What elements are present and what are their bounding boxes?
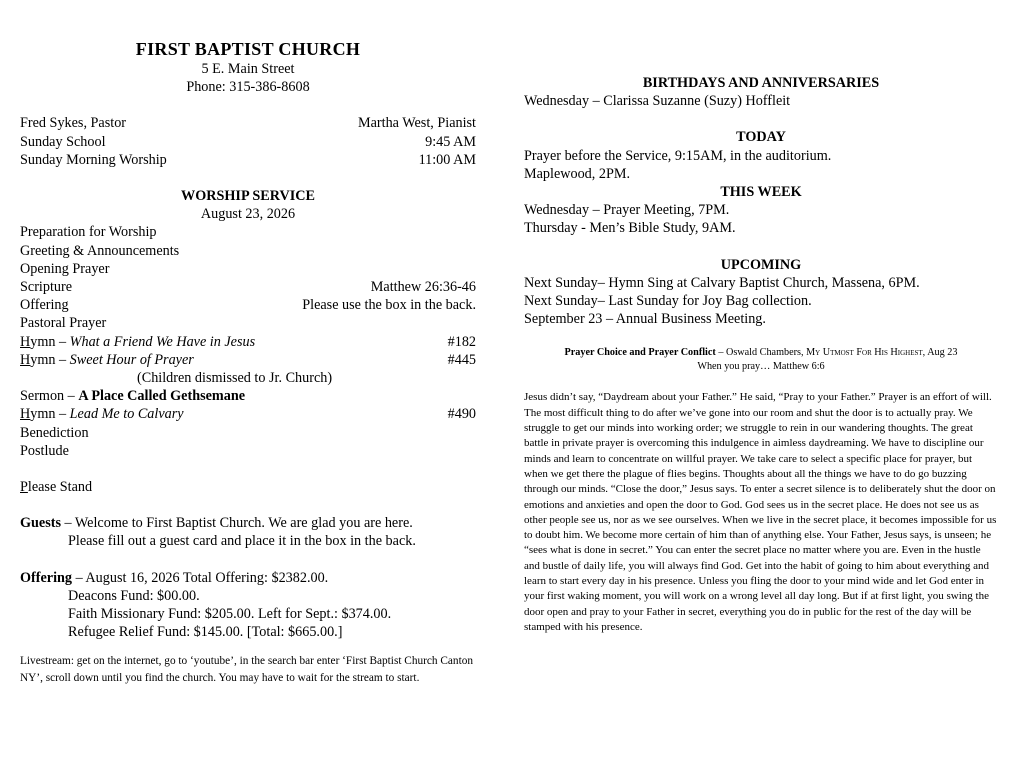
staff-row: [20, 151, 476, 169]
worship-header: [20, 187, 476, 223]
offering-note: Please use the box in the back.: [302, 297, 476, 314]
hymn-title: Sweet Hour of Prayer: [69, 351, 194, 368]
staff-list: [20, 114, 476, 169]
upcoming-item: September 23 – Annual Business Meeting.: [524, 311, 766, 328]
staff-right: 9:45 AM: [425, 133, 476, 150]
worship-title: WORSHIP SERVICE: [181, 188, 315, 205]
offering-label: Offering: [20, 297, 69, 314]
hymn-number: #182: [447, 333, 476, 350]
church-phone: Phone: 315-386-8608: [186, 79, 310, 96]
church-header: [20, 38, 476, 96]
staff-row: [20, 114, 476, 132]
right-column: [524, 74, 998, 635]
sermon-title: A Place Called Gethsemane: [78, 388, 246, 405]
devotional-header: Prayer Choice and Prayer Conflict – Oswald Chambers, My Utmost For His Highest, Aug 23 When you pray… Matthew 6:6: [524, 346, 998, 374]
staff-right: 11:00 AM: [418, 151, 476, 168]
hymn-number: #445: [447, 351, 476, 368]
scripture-reference: Matthew 26:36-46: [370, 279, 476, 296]
devotional-body: Jesus didn’t say, “Daydream about your Father.” He said, “Pray to your Father.” Prayer is an effort of will. The most difficult thing to do after we’ve gone into our room and shut the door is to actually pray. We struggle to get our minds into working order; we struggle to rein in our wandering thoughts. The great battle in private prayer is overcoming this indulgence in aimless daydreaming. We have to discipline our minds and learn to concentrate on willful prayer. We take care to select a specific place for prayer, but when we get there the plague of flies begins. Thoughts about all the things we have to do go buzzing through our minds. “Close the door,” Jesus says. To enter a secret silence is to deliberately shut the door on emotions and anxieties and open the door to God. God sees us in the secret place. He does not see us as other people see us, nor as we see ourselves. When we live in the secret place, it becomes impossible for us to doubt him. We become more certain of him than of anything else. Your Father, Jesus says, is unseen; he “sees what is done in secret.” You can enter the secret place no matter where you are. Even in the hustle and bustle of daily life, you will always find God. Get into the habit of going to him about everything and learn to start every day in his presence. Unless you fling the door to your mind wide and let God enter in your first waking moment, you will work on a wrong level all day long. But if at first light, you swing the door open and pray to your Father in secret, everything you do in public for the rest of the day will be stamped with his presence.: [524, 391, 997, 633]
service-item-hymn: [20, 351, 476, 369]
scripture-label: Scripture: [20, 279, 73, 296]
church-name: FIRST BAPTIST CHURCH: [135, 39, 361, 59]
staff-right: Martha West, Pianist: [358, 115, 476, 132]
hymn-line: Hymn – Sweet Hour of Prayer: [20, 351, 194, 368]
church-address: 5 E. Main Street: [201, 61, 295, 77]
today-item: Prayer before the Service, 9:15AM, in the auditorium.: [524, 147, 832, 164]
offering-heading: Offering: [20, 569, 73, 586]
hymn-line: Hymn – Lead Me to Calvary: [20, 406, 184, 423]
service-item-hymn: [20, 333, 476, 351]
devotional-verse: When you pray… Matthew 6:6: [697, 361, 825, 373]
staff-row: [20, 133, 476, 151]
staff-left: Sunday Morning Worship: [20, 151, 167, 168]
this-week-item: Wednesday – Prayer Meeting, 7PM.: [524, 202, 730, 219]
service-item: Postlude: [20, 442, 69, 459]
service-item: Greeting & Announcements: [20, 242, 180, 259]
upcoming-item: Next Sunday– Last Sunday for Joy Bag collection.: [524, 293, 812, 310]
this-week-heading: THIS WEEK: [720, 184, 802, 201]
staff-left: Fred Sykes, Pastor: [20, 115, 127, 132]
order-of-service: [20, 223, 476, 460]
service-item-sermon: Sermon – A Place Called Gethsemane: [20, 388, 246, 405]
today-item: Maplewood, 2PM.: [524, 165, 631, 182]
hymn-title: Lead Me to Calvary: [69, 406, 184, 423]
devotional-book: My Utmost For His Highest: [806, 347, 923, 359]
worship-date: August 23, 2026: [200, 206, 296, 223]
left-column: [20, 38, 476, 686]
staff-left: Sunday School: [20, 133, 106, 150]
this-week-item: Thursday - Men’s Bible Study, 9AM.: [524, 220, 736, 237]
service-item: Opening Prayer: [20, 260, 110, 277]
upcoming-item: Next Sunday– Hymn Sing at Calvary Baptist Church, Massena, 6PM.: [524, 274, 920, 291]
service-item: Benediction: [20, 424, 89, 441]
offering-section: Offering – August 16, 2026 Total Offering: $2382.00. Deacons Fund: $00.00. Faith Missionary Fund: $205.00. Left for Sept.: $374.00. Refugee Relief Fund: $145.00. [Total: $665.00.]: [20, 569, 392, 641]
birthdays-line: Wednesday – Clarissa Suzanne (Suzy) Hoffleit: [524, 93, 791, 110]
hymn-title: What a Friend We Have in Jesus: [69, 333, 256, 350]
service-item-scripture: [20, 278, 476, 296]
service-item-offering: [20, 296, 476, 314]
guests-label: Guests: [20, 515, 61, 532]
service-item-hymn: [20, 405, 476, 423]
children-dismissed-note: (Children dismissed to Jr. Church): [137, 370, 333, 387]
service-item: Pastoral Prayer: [20, 315, 107, 332]
hymn-number: #490: [447, 406, 476, 423]
please-stand-note: Please Stand: [20, 479, 93, 496]
service-item: Preparation for Worship: [20, 224, 157, 241]
guests-section: Guests – Welcome to First Baptist Church. We are glad you are here. Please fill out a guest card and place it in the box in the back.: [20, 515, 416, 550]
birthdays-heading: BIRTHDAYS AND ANNIVERSARIES: [642, 75, 880, 91]
livestream-note: Livestream: get on the internet, go to ‘youtube’, in the search bar enter ‘First Baptist Church Canton NY’, scroll down until you find the church. You may have to wait for the stream to start.: [20, 655, 474, 684]
devotional-title: Prayer Choice and Prayer Conflict: [564, 347, 716, 359]
upcoming-heading: UPCOMING: [720, 256, 802, 273]
today-heading: TODAY: [736, 129, 786, 146]
hymn-line: Hymn – What a Friend We Have in Jesus: [20, 333, 256, 350]
